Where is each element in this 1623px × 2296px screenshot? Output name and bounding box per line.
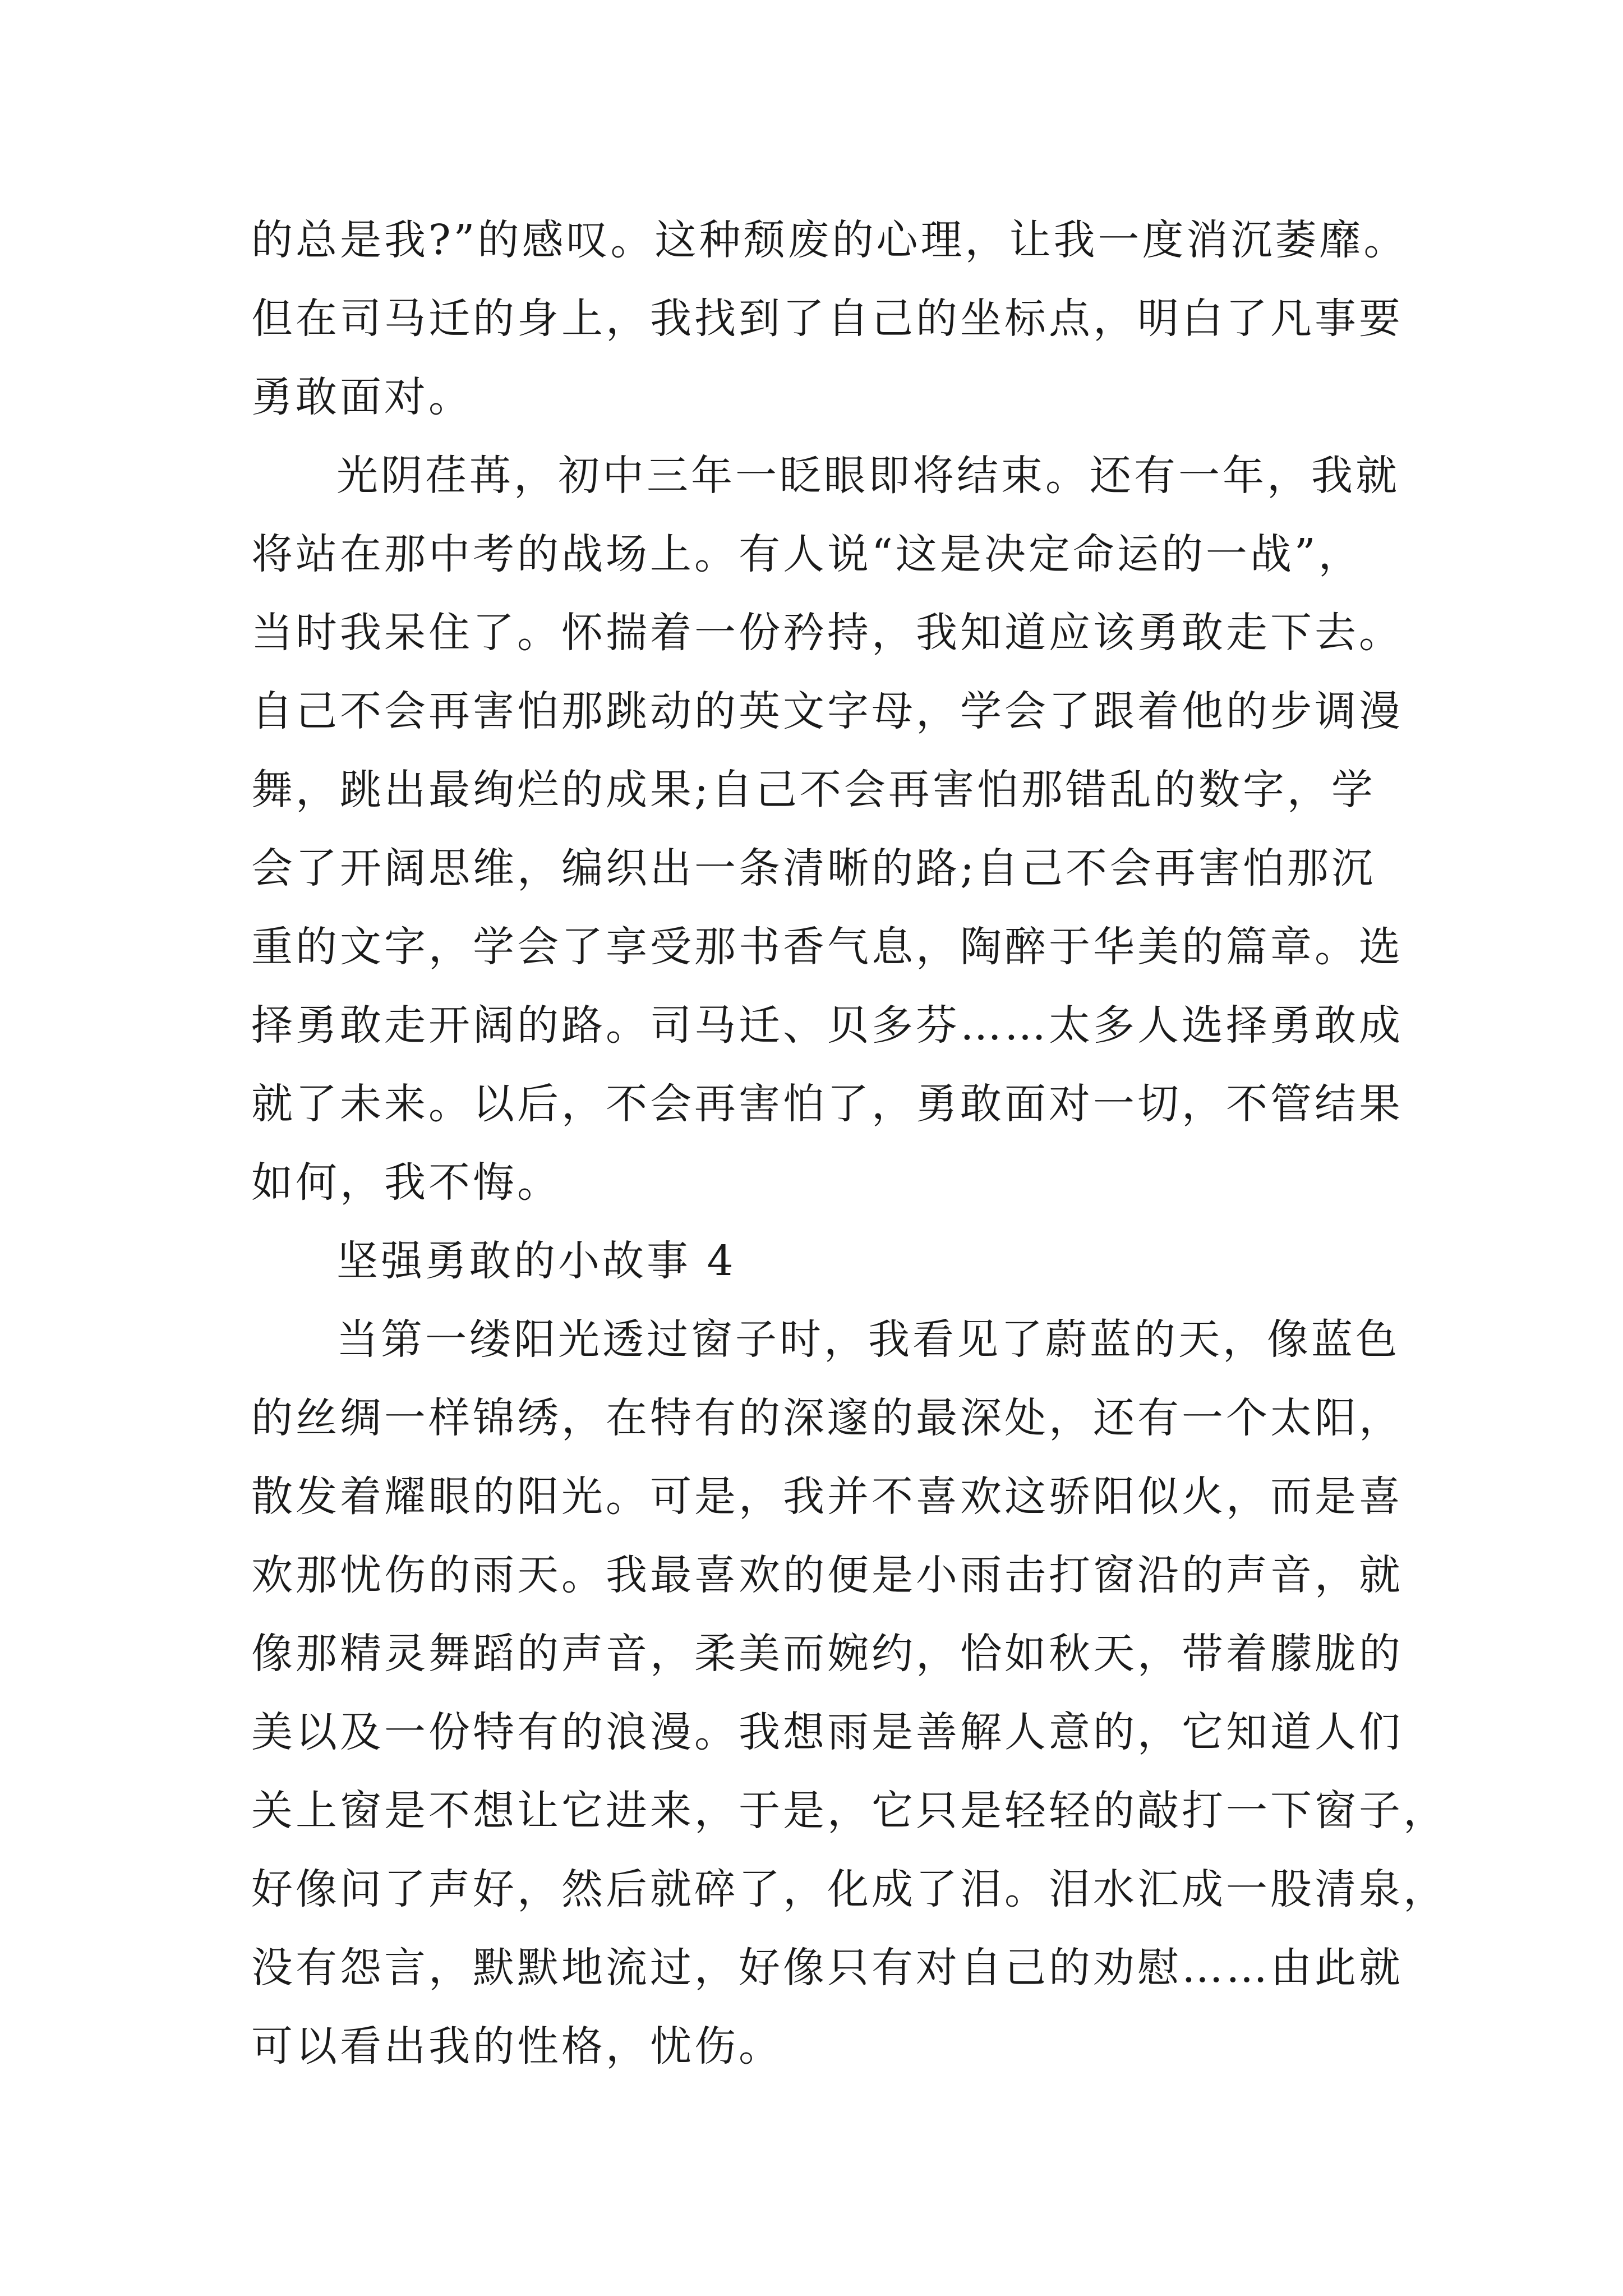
text-line: 就了未来。以后，不会再害怕了，勇敢面对一切，不管结果 xyxy=(251,1080,1403,1128)
text-line: 舞，跳出最绚烂的成果;自己不会再害怕那错乱的数字，学 xyxy=(251,766,1376,814)
text-line: 如何，我不悔。 xyxy=(251,1158,561,1207)
text-line: 像那精灵舞蹈的声音，柔美而婉约，恰如秋天，带着朦胧的 xyxy=(251,1630,1403,1678)
text-line: 的丝绸一样锦绣，在特有的深邃的最深处，还有一个太阳， xyxy=(251,1394,1403,1442)
text-line: 自己不会再害怕那跳动的英文字母，学会了跟着他的步调漫 xyxy=(251,687,1403,735)
paragraph-first-line: 当第一缕阳光透过窗子时，我看见了蔚蓝的天，像蓝色 xyxy=(336,1315,1400,1364)
text-line: 会了开阔思维，编织出一条清晰的路;自己不会再害怕那沉 xyxy=(251,844,1376,892)
text-line: 但在司马迁的身上，我找到了自己的坐标点，明白了凡事要 xyxy=(251,295,1403,343)
text-line: 当时我呆住了。怀揣着一份矜持，我知道应该勇敢走下去。 xyxy=(251,609,1403,657)
section-heading: 坚强勇敢的小故事 4 xyxy=(336,1237,736,1285)
text-line: 重的文字，学会了享受那书香气息，陶醉于华美的篇章。选 xyxy=(251,923,1403,971)
text-line: 欢那忧伤的雨天。我最喜欢的便是小雨击打窗沿的声音，就 xyxy=(251,1551,1403,1599)
text-line: 散发着耀眼的阳光。可是，我并不喜欢这骄阳似火，而是喜 xyxy=(251,1473,1403,1521)
text-line: 勇敢面对。 xyxy=(251,373,473,421)
text-line: 美以及一份特有的浪漫。我想雨是善解人意的，它知道人们 xyxy=(251,1708,1403,1756)
paragraph-first-line: 光阴荏苒，初中三年一眨眼即将结束。还有一年，我就 xyxy=(336,452,1400,500)
text-line: 择勇敢走开阔的路。司马迁、贝多芬……太多人选择勇敢成 xyxy=(251,1001,1403,1050)
text-line: 关上窗是不想让它进来，于是，它只是轻轻的敲打一下窗子， xyxy=(251,1787,1447,1835)
text-line: 好像问了声好，然后就碎了，化成了泪。泪水汇成一股清泉， xyxy=(251,1865,1447,1913)
text-line: 可以看出我的性格，忧伤。 xyxy=(251,2022,783,2070)
text-line: 的总是我?”的感叹。这种颓废的心理，让我一度消沉萎靡。 xyxy=(251,216,1408,264)
body-text xyxy=(251,201,1447,2086)
text-line: 没有怨言，默默地流过，好像只有对自己的劝慰……由此就 xyxy=(251,1944,1403,1992)
text-line: 将站在那中考的战场上。有人说“这是决定命运的一战”， xyxy=(251,530,1363,578)
